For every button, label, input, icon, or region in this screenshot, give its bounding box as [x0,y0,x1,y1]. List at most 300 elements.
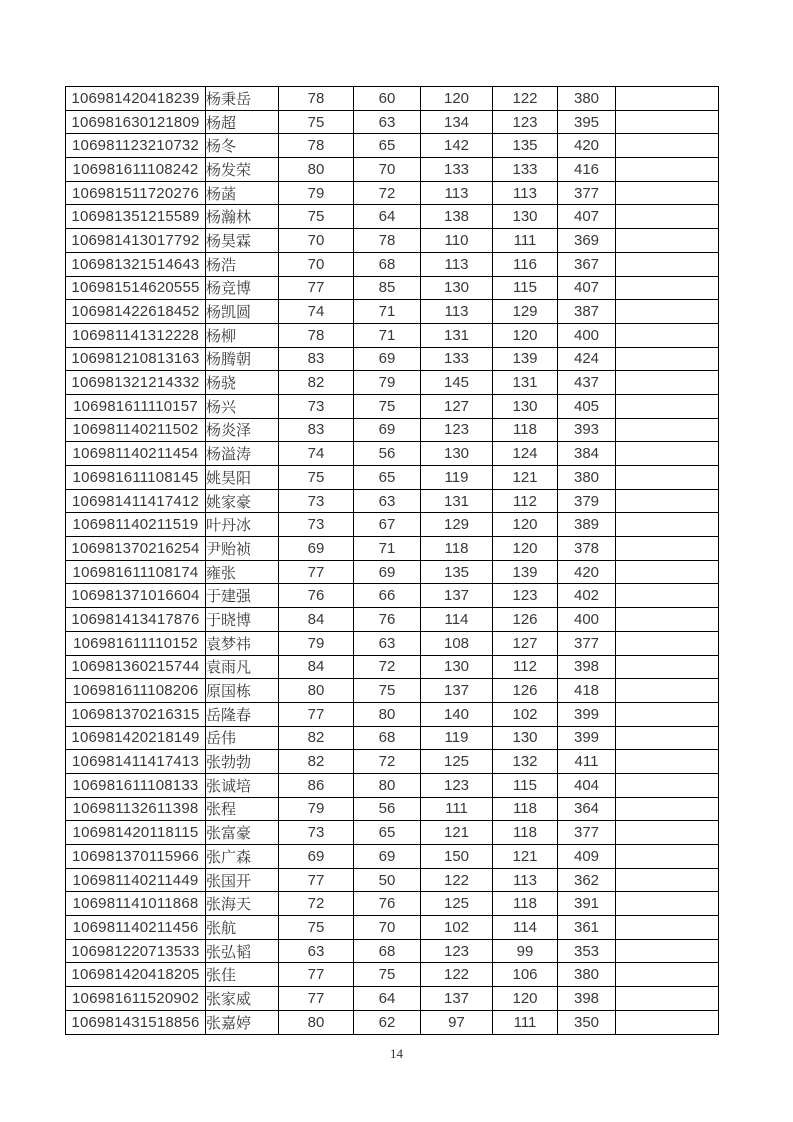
cell-total: 361 [558,916,616,940]
cell-score-4: 122 [493,87,558,111]
cell-blank [616,466,719,490]
cell-name: 杨炎泽 [206,418,279,442]
cell-blank [616,323,719,347]
cell-score-4: 133 [493,158,558,182]
cell-score-2: 69 [354,418,421,442]
cell-score-4: 120 [493,513,558,537]
cell-candidate-id: 106981370115966 [66,845,206,869]
cell-name: 张富豪 [206,821,279,845]
cell-score-1: 79 [279,181,354,205]
cell-score-3: 121 [421,821,493,845]
cell-score-2: 79 [354,371,421,395]
cell-score-2: 69 [354,347,421,371]
cell-candidate-id: 106981132611398 [66,797,206,821]
cell-score-3: 130 [421,655,493,679]
table-row [66,87,719,111]
cell-candidate-id: 106981220713533 [66,939,206,963]
table-row [66,276,719,300]
cell-score-3: 137 [421,679,493,703]
table-row [66,608,719,632]
table-row [66,489,719,513]
cell-score-4: 116 [493,252,558,276]
table-row [66,797,719,821]
cell-total: 395 [558,110,616,134]
cell-name: 杨凯圆 [206,300,279,324]
cell-score-4: 118 [493,797,558,821]
cell-score-2: 70 [354,158,421,182]
table-row [66,726,719,750]
table-row [66,560,719,584]
cell-score-2: 76 [354,608,421,632]
cell-score-4: 123 [493,584,558,608]
cell-score-1: 80 [279,158,354,182]
cell-score-2: 64 [354,987,421,1011]
table-row [66,821,719,845]
cell-score-1: 84 [279,655,354,679]
cell-blank [616,560,719,584]
cell-score-1: 74 [279,300,354,324]
cell-total: 400 [558,608,616,632]
cell-blank [616,773,719,797]
cell-score-2: 71 [354,300,421,324]
cell-blank [616,87,719,111]
cell-name: 于建强 [206,584,279,608]
cell-candidate-id: 106981140211519 [66,513,206,537]
cell-score-4: 130 [493,394,558,418]
cell-name: 雍张 [206,560,279,584]
cell-name: 杨竞博 [206,276,279,300]
cell-candidate-id: 106981611110152 [66,631,206,655]
cell-candidate-id: 106981140211456 [66,916,206,940]
cell-score-2: 50 [354,868,421,892]
cell-candidate-id: 106981411417412 [66,489,206,513]
cell-blank [616,229,719,253]
cell-name: 杨浩 [206,252,279,276]
cell-candidate-id: 106981141312228 [66,323,206,347]
cell-total: 350 [558,1010,616,1034]
cell-score-4: 120 [493,323,558,347]
cell-candidate-id: 106981611110157 [66,394,206,418]
cell-score-1: 70 [279,252,354,276]
table-row [66,466,719,490]
cell-score-4: 124 [493,442,558,466]
cell-score-3: 97 [421,1010,493,1034]
cell-score-2: 66 [354,584,421,608]
cell-blank [616,276,719,300]
cell-blank [616,845,719,869]
cell-candidate-id: 106981514620555 [66,276,206,300]
cell-name: 杨骁 [206,371,279,395]
cell-candidate-id: 106981413417876 [66,608,206,632]
cell-total: 418 [558,679,616,703]
cell-blank [616,371,719,395]
cell-blank [616,110,719,134]
cell-blank [616,1010,719,1034]
cell-score-4: 113 [493,868,558,892]
cell-score-4: 132 [493,750,558,774]
cell-candidate-id: 106981611520902 [66,987,206,1011]
cell-score-2: 63 [354,631,421,655]
cell-total: 378 [558,537,616,561]
cell-blank [616,939,719,963]
cell-candidate-id: 106981351215589 [66,205,206,229]
cell-score-4: 139 [493,347,558,371]
cell-total: 362 [558,868,616,892]
cell-total: 398 [558,987,616,1011]
cell-score-4: 127 [493,631,558,655]
cell-candidate-id: 106981630121809 [66,110,206,134]
cell-score-4: 118 [493,821,558,845]
cell-total: 398 [558,655,616,679]
cell-score-4: 130 [493,205,558,229]
table-row [66,845,719,869]
cell-candidate-id: 106981420118115 [66,821,206,845]
cell-score-2: 69 [354,560,421,584]
cell-score-3: 123 [421,939,493,963]
cell-score-4: 118 [493,892,558,916]
cell-score-3: 114 [421,608,493,632]
cell-score-3: 123 [421,773,493,797]
cell-score-1: 79 [279,797,354,821]
cell-score-2: 63 [354,489,421,513]
table-row [66,158,719,182]
cell-score-4: 121 [493,466,558,490]
cell-score-3: 150 [421,845,493,869]
cell-candidate-id: 106981123210732 [66,134,206,158]
cell-score-2: 71 [354,537,421,561]
cell-score-3: 110 [421,229,493,253]
cell-name: 姚家豪 [206,489,279,513]
cell-total: 420 [558,560,616,584]
score-table-body [66,87,719,1035]
cell-candidate-id: 106981360215744 [66,655,206,679]
cell-blank [616,679,719,703]
cell-candidate-id: 106981611108145 [66,466,206,490]
cell-score-4: 115 [493,276,558,300]
cell-name: 袁梦祎 [206,631,279,655]
cell-candidate-id: 106981611108174 [66,560,206,584]
cell-score-3: 113 [421,300,493,324]
cell-score-4: 123 [493,110,558,134]
cell-score-2: 72 [354,655,421,679]
cell-score-1: 69 [279,537,354,561]
table-row [66,252,719,276]
cell-score-3: 138 [421,205,493,229]
cell-score-1: 82 [279,750,354,774]
cell-score-1: 73 [279,394,354,418]
cell-total: 437 [558,371,616,395]
cell-score-2: 80 [354,773,421,797]
cell-score-2: 85 [354,276,421,300]
cell-score-3: 111 [421,797,493,821]
cell-total: 400 [558,323,616,347]
cell-score-4: 130 [493,726,558,750]
cell-blank [616,158,719,182]
cell-score-3: 131 [421,489,493,513]
cell-total: 379 [558,489,616,513]
cell-score-3: 135 [421,560,493,584]
cell-blank [616,655,719,679]
cell-total: 380 [558,466,616,490]
cell-blank [616,726,719,750]
cell-score-2: 68 [354,726,421,750]
score-table [65,86,719,1035]
cell-score-2: 60 [354,87,421,111]
table-row [66,442,719,466]
cell-blank [616,181,719,205]
cell-blank [616,608,719,632]
cell-name: 姚昊阳 [206,466,279,490]
cell-score-4: 129 [493,300,558,324]
cell-score-3: 140 [421,702,493,726]
cell-total: 399 [558,726,616,750]
cell-score-4: 113 [493,181,558,205]
cell-score-1: 77 [279,963,354,987]
cell-score-1: 78 [279,87,354,111]
cell-blank [616,750,719,774]
cell-total: 377 [558,631,616,655]
table-row [66,916,719,940]
cell-score-4: 112 [493,489,558,513]
cell-blank [616,963,719,987]
cell-score-3: 122 [421,868,493,892]
cell-score-4: 120 [493,537,558,561]
cell-score-3: 123 [421,418,493,442]
cell-score-3: 113 [421,252,493,276]
table-row [66,631,719,655]
table-row [66,418,719,442]
cell-score-3: 134 [421,110,493,134]
cell-total: 416 [558,158,616,182]
cell-blank [616,916,719,940]
cell-blank [616,300,719,324]
table-row [66,205,719,229]
cell-score-2: 63 [354,110,421,134]
table-row [66,1010,719,1034]
cell-score-3: 108 [421,631,493,655]
cell-total: 407 [558,205,616,229]
cell-total: 420 [558,134,616,158]
cell-score-3: 133 [421,347,493,371]
cell-score-3: 122 [421,963,493,987]
cell-score-1: 77 [279,702,354,726]
table-row [66,963,719,987]
cell-score-1: 82 [279,371,354,395]
cell-score-4: 126 [493,608,558,632]
cell-total: 377 [558,821,616,845]
cell-candidate-id: 106981420418205 [66,963,206,987]
cell-score-2: 64 [354,205,421,229]
cell-score-4: 111 [493,229,558,253]
cell-score-4: 118 [493,418,558,442]
cell-name: 袁雨凡 [206,655,279,679]
table-row [66,537,719,561]
cell-name: 杨柳 [206,323,279,347]
cell-blank [616,252,719,276]
cell-score-1: 72 [279,892,354,916]
cell-blank [616,442,719,466]
cell-name: 杨昊霖 [206,229,279,253]
cell-total: 405 [558,394,616,418]
cell-score-1: 83 [279,347,354,371]
cell-name: 岳伟 [206,726,279,750]
cell-candidate-id: 106981370216254 [66,537,206,561]
cell-score-1: 77 [279,560,354,584]
cell-score-1: 82 [279,726,354,750]
cell-total: 407 [558,276,616,300]
cell-score-4: 135 [493,134,558,158]
cell-name: 张海天 [206,892,279,916]
cell-score-1: 75 [279,110,354,134]
cell-score-1: 73 [279,513,354,537]
cell-candidate-id: 106981422618452 [66,300,206,324]
cell-total: 364 [558,797,616,821]
cell-score-2: 62 [354,1010,421,1034]
cell-score-1: 77 [279,987,354,1011]
cell-score-2: 56 [354,442,421,466]
cell-score-2: 72 [354,750,421,774]
cell-blank [616,134,719,158]
table-row [66,394,719,418]
cell-candidate-id: 106981611108133 [66,773,206,797]
cell-name: 张佳 [206,963,279,987]
cell-score-3: 137 [421,987,493,1011]
cell-name: 原国栋 [206,679,279,703]
cell-candidate-id: 106981420218149 [66,726,206,750]
cell-name: 叶丹冰 [206,513,279,537]
cell-score-3: 102 [421,916,493,940]
cell-name: 张广森 [206,845,279,869]
cell-score-2: 78 [354,229,421,253]
cell-score-1: 75 [279,916,354,940]
cell-total: 391 [558,892,616,916]
cell-score-2: 67 [354,513,421,537]
cell-total: 380 [558,963,616,987]
cell-total: 384 [558,442,616,466]
cell-score-1: 63 [279,939,354,963]
cell-name: 张勃勃 [206,750,279,774]
cell-score-1: 73 [279,489,354,513]
cell-name: 岳隆春 [206,702,279,726]
cell-score-1: 77 [279,868,354,892]
cell-name: 杨秉岳 [206,87,279,111]
cell-score-1: 84 [279,608,354,632]
cell-total: 367 [558,252,616,276]
cell-score-1: 76 [279,584,354,608]
cell-score-2: 75 [354,679,421,703]
cell-total: 380 [558,87,616,111]
cell-score-1: 70 [279,229,354,253]
cell-score-1: 78 [279,134,354,158]
cell-name: 张航 [206,916,279,940]
cell-score-3: 118 [421,537,493,561]
cell-candidate-id: 106981140211449 [66,868,206,892]
cell-score-2: 76 [354,892,421,916]
cell-name: 张家威 [206,987,279,1011]
cell-score-3: 119 [421,726,493,750]
cell-score-2: 65 [354,821,421,845]
cell-blank [616,489,719,513]
cell-candidate-id: 106981371016604 [66,584,206,608]
table-row [66,181,719,205]
cell-candidate-id: 106981431518856 [66,1010,206,1034]
cell-blank [616,394,719,418]
page-number: 14 [390,1046,403,1061]
cell-name: 尹贻祯 [206,537,279,561]
cell-score-2: 72 [354,181,421,205]
cell-candidate-id: 106981321514643 [66,252,206,276]
cell-score-3: 129 [421,513,493,537]
cell-candidate-id: 106981511720276 [66,181,206,205]
cell-name: 于晓博 [206,608,279,632]
cell-name: 张程 [206,797,279,821]
table-row [66,229,719,253]
cell-candidate-id: 106981210813163 [66,347,206,371]
cell-name: 张国开 [206,868,279,892]
cell-score-3: 113 [421,181,493,205]
table-row [66,773,719,797]
cell-score-1: 77 [279,276,354,300]
table-row [66,110,719,134]
table-row [66,584,719,608]
cell-blank [616,584,719,608]
cell-score-4: 106 [493,963,558,987]
cell-name: 杨瀚林 [206,205,279,229]
cell-total: 402 [558,584,616,608]
cell-candidate-id: 106981611108242 [66,158,206,182]
cell-total: 404 [558,773,616,797]
cell-name: 杨腾朝 [206,347,279,371]
cell-score-2: 71 [354,323,421,347]
cell-score-4: 112 [493,655,558,679]
cell-name: 张嘉婷 [206,1010,279,1034]
cell-total: 369 [558,229,616,253]
cell-score-1: 69 [279,845,354,869]
cell-total: 377 [558,181,616,205]
cell-score-1: 78 [279,323,354,347]
cell-name: 杨菡 [206,181,279,205]
cell-score-4: 102 [493,702,558,726]
cell-score-4: 120 [493,987,558,1011]
cell-blank [616,702,719,726]
cell-score-2: 65 [354,466,421,490]
cell-blank [616,821,719,845]
table-row [66,987,719,1011]
cell-score-2: 69 [354,845,421,869]
cell-score-2: 68 [354,252,421,276]
table-row [66,892,719,916]
cell-total: 353 [558,939,616,963]
cell-candidate-id: 106981611108206 [66,679,206,703]
cell-score-3: 120 [421,87,493,111]
cell-score-2: 70 [354,916,421,940]
cell-score-4: 111 [493,1010,558,1034]
table-row [66,371,719,395]
cell-name: 杨冬 [206,134,279,158]
table-row [66,702,719,726]
cell-candidate-id: 106981413017792 [66,229,206,253]
cell-score-1: 75 [279,466,354,490]
cell-score-2: 56 [354,797,421,821]
cell-blank [616,513,719,537]
cell-score-1: 80 [279,679,354,703]
cell-name: 杨超 [206,110,279,134]
cell-score-4: 126 [493,679,558,703]
cell-name: 张诚培 [206,773,279,797]
table-row [66,655,719,679]
table-row [66,513,719,537]
cell-total: 399 [558,702,616,726]
